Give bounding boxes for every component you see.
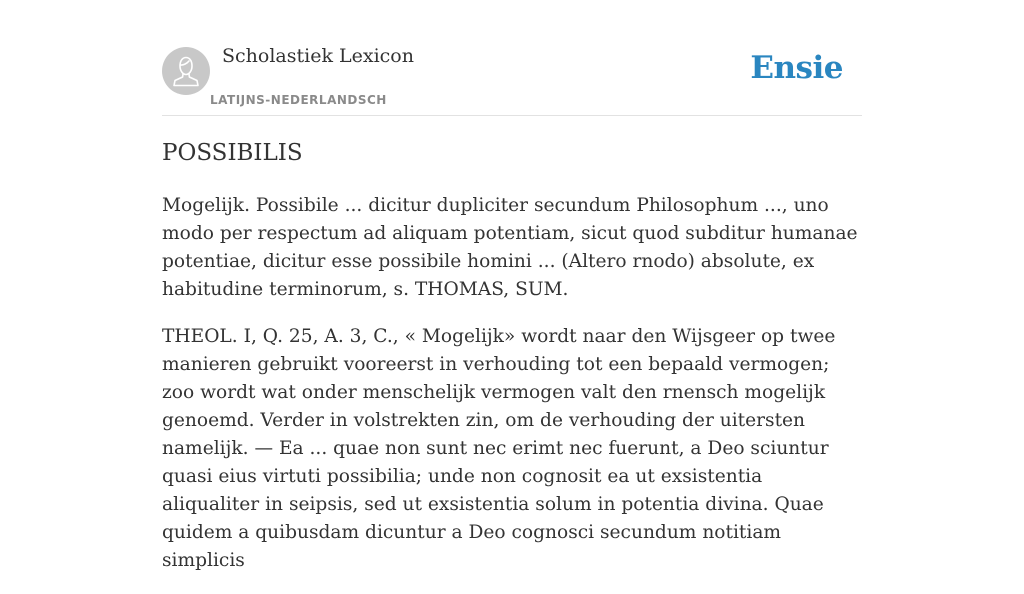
entry-content bbox=[162, 192, 862, 594]
source-header bbox=[162, 0, 862, 116]
source-title[interactable]: Scholastiek Lexicon bbox=[222, 45, 414, 67]
entry-paragraph-1: Mogelijk. Possibile ... dicitur dupliciter secundum Philosophum ..., uno modo per respectum ad aliquam potentiam, sicut quod subditur humanae potentiae, dicitur esse possibile homini ... (Altero rnodo) absolute, ex habitudine terminorum, s. THOMAS, SUM. bbox=[162, 195, 858, 300]
entry-title: POSSIBILIS bbox=[162, 140, 303, 166]
entry-paragraph-2: THEOL. I, Q. 25, A. 3, C., « Mogelijk» wordt naar den Wijsgeer op twee manieren gebruikt vooreerst in verhouding tot een bepaald vermogen; zoo wordt wat onder menschelijk vermogen valt den rnensch mogelijk genoemd. Verder in volstrekten zin, om de verhouding der uitersten namelijk. — Ea ... quae non sunt nec erimt nec fuerunt, a Deo sciuntur quasi eius virtuti possibilia; unde non cognosit ea ut exsistentia aliqualiter in seipsis, sed ut exsistentia solum in potentia divina. Quae quidem a quibusdam dicuntur a Deo cognosci secundum notitiam simplicis bbox=[162, 326, 836, 571]
source-avatar[interactable] bbox=[162, 47, 210, 95]
ensie-logo[interactable]: Ensie bbox=[750, 50, 843, 86]
page-container bbox=[162, 0, 862, 571]
user-icon bbox=[162, 47, 210, 95]
source-subtitle: LATIJNS-NEDERLANDSCH bbox=[210, 93, 387, 107]
